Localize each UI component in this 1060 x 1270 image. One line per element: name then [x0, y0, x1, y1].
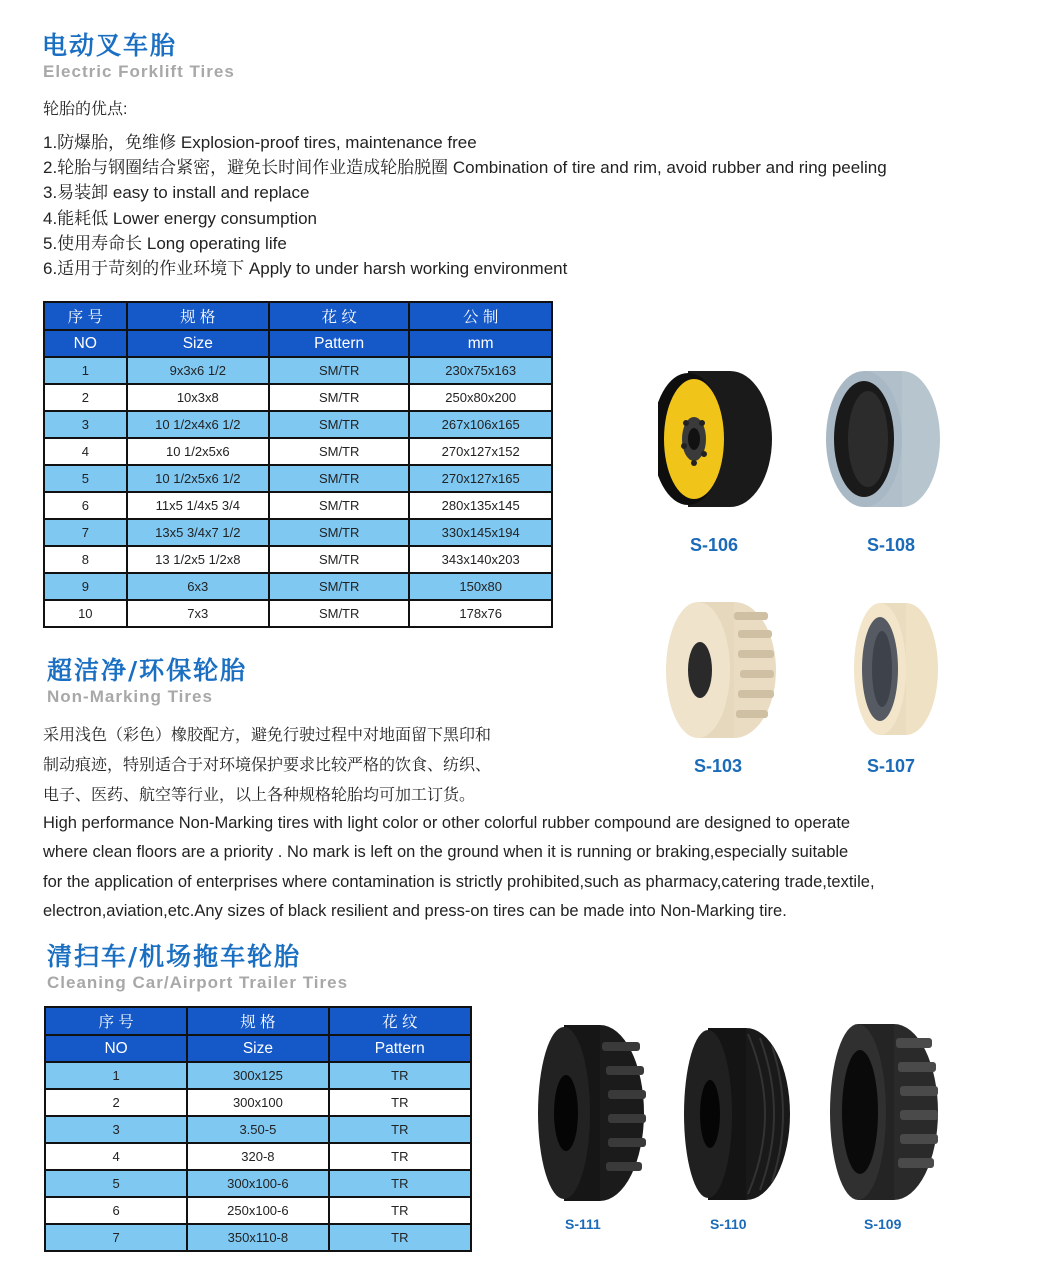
tire-s111-image: [536, 1022, 648, 1204]
table-cell: 10: [44, 600, 127, 627]
table-cell: 300x100: [187, 1089, 328, 1116]
tire-caption: S-108: [867, 535, 916, 555]
header-cell: 规 格: [127, 302, 269, 330]
table-cell: 250x100-6: [187, 1197, 328, 1224]
table-cell: 11x5 1/4x5 3/4: [127, 492, 269, 519]
section1-title-cn: 电动叉车胎: [42, 31, 178, 60]
table-cell: 10 1/2x5x6: [127, 438, 269, 465]
table-cell: 2: [45, 1089, 187, 1116]
table-cell: 10 1/2x5x6 1/2: [127, 465, 269, 492]
description-cn-line: 电子、医药、航空等行业，以上各种规格轮胎均可加工订货。: [43, 785, 476, 804]
header-cell: 花 纹: [329, 1007, 471, 1035]
tire-caption: S-107: [867, 756, 916, 776]
tire-caption: S-106: [690, 535, 739, 555]
tire-caption: S-103: [694, 756, 743, 776]
table-cell: SM/TR: [269, 600, 409, 627]
table-cell: 250x80x200: [409, 384, 552, 411]
advantage-item: 4.能耗低 Lower energy consumption: [43, 209, 318, 228]
table-cell: 3.50-5: [187, 1116, 328, 1143]
header-cell: 公 制: [409, 302, 552, 330]
description-en-line: High performance Non-Marking tires with light color or other colorful rubber compound are designed to operate: [43, 814, 851, 832]
table-cell: 4: [44, 438, 127, 465]
tire-s110-image: [682, 1024, 794, 1204]
table-cell: 6: [45, 1197, 187, 1224]
header-cell: 序 号: [45, 1007, 187, 1035]
tire-s109-image: [828, 1020, 942, 1204]
table-cell: SM/TR: [269, 357, 409, 384]
table-row: [44, 411, 552, 438]
table-row: [45, 1170, 471, 1197]
table-cell: 13x5 3/4x7 1/2: [127, 519, 269, 546]
table-row: [44, 384, 552, 411]
table-cell: 2: [44, 384, 127, 411]
table-cell: 7x3: [127, 600, 269, 627]
table-cell: 10x3x8: [127, 384, 269, 411]
table-cell: 4: [45, 1143, 187, 1170]
table-cell: 150x80: [409, 573, 552, 600]
tire-caption: S-111: [565, 1216, 601, 1232]
description-en-line: for the application of enterprises where contamination is strictly prohibited,such as pharmacy,catering trade,textile,: [43, 873, 875, 891]
table-cell: 1: [45, 1062, 187, 1089]
tire-s108-image: [824, 368, 944, 510]
table-header-en: [44, 330, 552, 357]
table-cell: 7: [44, 519, 127, 546]
table-cell: TR: [329, 1224, 471, 1251]
description-en-line: electron,aviation,etc.Any sizes of black resilient and press-on tires can be made into Non-Marking tire.: [43, 902, 787, 920]
section2-title-cn: 超洁净/环保轮胎: [47, 656, 248, 685]
section2-title-en: Non-Marking Tires: [47, 687, 213, 706]
advantages-label: 轮胎的优点:: [43, 101, 128, 118]
table-row: [44, 492, 552, 519]
description-en-line: where clean floors are a priority . No mark is left on the ground when it is running or braking,especially suitable: [43, 843, 849, 861]
advantage-item: 1.防爆胎，免维修 Explosion-proof tires, maintenance free: [43, 133, 477, 152]
table-row: [44, 438, 552, 465]
tire-caption: S-110: [710, 1216, 747, 1232]
table-cell: 300x100-6: [187, 1170, 328, 1197]
header-cell: Size: [127, 330, 269, 357]
description-cn-line: 制动痕迹，特别适合于对环境保护要求比较严格的饮食、纺织、: [43, 755, 492, 774]
table-cell: SM/TR: [269, 465, 409, 492]
section1-title-en: Electric Forklift Tires: [43, 62, 235, 81]
table-cell: 230x75x163: [409, 357, 552, 384]
table-cell: 6: [44, 492, 127, 519]
table-cell: 5: [45, 1170, 187, 1197]
table-cell: 1: [44, 357, 127, 384]
table-cell: 320-8: [187, 1143, 328, 1170]
table-cell: 350x110-8: [187, 1224, 328, 1251]
table-cell: 280x135x145: [409, 492, 552, 519]
table-cell: 10 1/2x4x6 1/2: [127, 411, 269, 438]
table-header-cn: [45, 1007, 471, 1035]
header-cell: Size: [187, 1035, 328, 1062]
table-cell: 267x106x165: [409, 411, 552, 438]
header-cell: NO: [45, 1035, 187, 1062]
table-cell: SM/TR: [269, 438, 409, 465]
advantage-item: 3.易装卸 easy to install and replace: [43, 183, 310, 202]
forklift-spec-table: [43, 301, 553, 628]
table-cell: SM/TR: [269, 573, 409, 600]
advantage-item: 2.轮胎与钢圈结合紧密，避免长时间作业造成轮胎脱圈 Combination of tire and rim, avoid rubber and ring peeling: [43, 158, 887, 177]
table-cell: TR: [329, 1197, 471, 1224]
table-cell: 300x125: [187, 1062, 328, 1089]
table-cell: TR: [329, 1170, 471, 1197]
table-cell: 13 1/2x5 1/2x8: [127, 546, 269, 573]
header-cell: 花 纹: [269, 302, 409, 330]
table-cell: TR: [329, 1116, 471, 1143]
table-cell: 3: [44, 411, 127, 438]
table-row: [45, 1089, 471, 1116]
table-header-cn: [44, 302, 552, 330]
table-cell: TR: [329, 1062, 471, 1089]
table-cell: TR: [329, 1089, 471, 1116]
table-cell: 330x145x194: [409, 519, 552, 546]
section3-title-cn: 清扫车/机场拖车轮胎: [47, 942, 302, 971]
table-cell: SM/TR: [269, 384, 409, 411]
table-row: [45, 1116, 471, 1143]
table-cell: TR: [329, 1143, 471, 1170]
table-cell: 9: [44, 573, 127, 600]
table-cell: 8: [44, 546, 127, 573]
table-row: [44, 357, 552, 384]
table-row: [45, 1143, 471, 1170]
table-cell: SM/TR: [269, 492, 409, 519]
tire-s106-image: [658, 368, 776, 510]
header-cell: 序 号: [44, 302, 127, 330]
advantage-item: 5.使用寿命长 Long operating life: [43, 234, 287, 253]
table-cell: 3: [45, 1116, 187, 1143]
tire-caption: S-109: [864, 1216, 902, 1232]
table-row: [45, 1224, 471, 1251]
table-header-en: [45, 1035, 471, 1062]
table-row: [44, 546, 552, 573]
table-row: [44, 465, 552, 492]
table-cell: SM/TR: [269, 411, 409, 438]
tire-s103-image: [664, 598, 780, 742]
table-row: [44, 600, 552, 627]
table-cell: 6x3: [127, 573, 269, 600]
table-row: [44, 519, 552, 546]
header-cell: mm: [409, 330, 552, 357]
table-cell: 178x76: [409, 600, 552, 627]
advantage-item: 6.适用于苛刻的作业环境下 Apply to under harsh working environment: [43, 259, 568, 278]
header-cell: Pattern: [269, 330, 409, 357]
header-cell: NO: [44, 330, 127, 357]
table-cell: 7: [45, 1224, 187, 1251]
table-cell: 343x140x203: [409, 546, 552, 573]
table-cell: SM/TR: [269, 546, 409, 573]
table-row: [44, 573, 552, 600]
table-cell: 5: [44, 465, 127, 492]
table-cell: SM/TR: [269, 519, 409, 546]
table-cell: 9x3x6 1/2: [127, 357, 269, 384]
table-row: [45, 1197, 471, 1224]
table-row: [45, 1062, 471, 1089]
section3-title-en: Cleaning Car/Airport Trailer Tires: [47, 973, 349, 992]
header-cell: 规 格: [187, 1007, 328, 1035]
table-cell: 270x127x165: [409, 465, 552, 492]
tire-s107-image: [850, 598, 942, 740]
header-cell: Pattern: [329, 1035, 471, 1062]
table-cell: 270x127x152: [409, 438, 552, 465]
description-cn-line: 采用浅色（彩色）橡胶配方，避免行驶过程中对地面留下黑印和: [43, 725, 492, 744]
trailer-spec-table: [44, 1006, 472, 1252]
